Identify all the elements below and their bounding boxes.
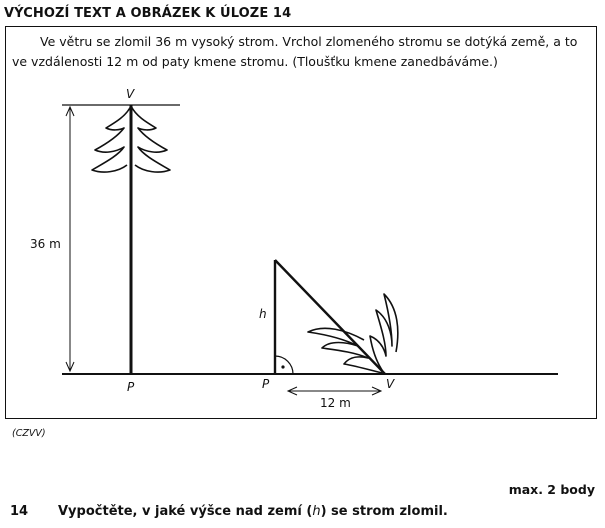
task-text-after: ) se strom zlomil. <box>320 504 448 519</box>
max-points: max. 2 body <box>508 482 595 497</box>
intro-paragraph: Ve větru se zlomil 36 m vysoký strom. Vrchol zlomeného stromu se dotýká země, a to ve vzdálenosti 12 m od paty kmene stromu. (Tloušťku kmene zanedbáváme.) <box>12 34 578 69</box>
right-angle-mark <box>275 356 293 374</box>
task-number: 14 <box>10 504 29 519</box>
label-distance: 12 m <box>320 396 351 410</box>
label-h: h <box>259 307 267 321</box>
task-text <box>58 504 448 519</box>
task-text-before: Vypočtěte, v jaké výšce nad zemí ( <box>58 504 313 519</box>
fallen-foliage-icon <box>308 294 398 373</box>
task-variable: h <box>312 504 321 519</box>
label-broken-tip: V <box>386 377 395 391</box>
label-height: 36 m <box>30 237 61 251</box>
label-broken-base: P <box>262 377 270 391</box>
right-angle-dot <box>281 365 284 368</box>
source-credit: (CZVV) <box>12 428 46 439</box>
label-tree-top: V <box>126 87 135 101</box>
broken-trunk-fallen <box>275 260 385 374</box>
label-tree-base: P <box>127 380 135 394</box>
section-heading: VÝCHOZÍ TEXT A OBRÁZEK K ÚLOZE 14 <box>4 6 292 21</box>
